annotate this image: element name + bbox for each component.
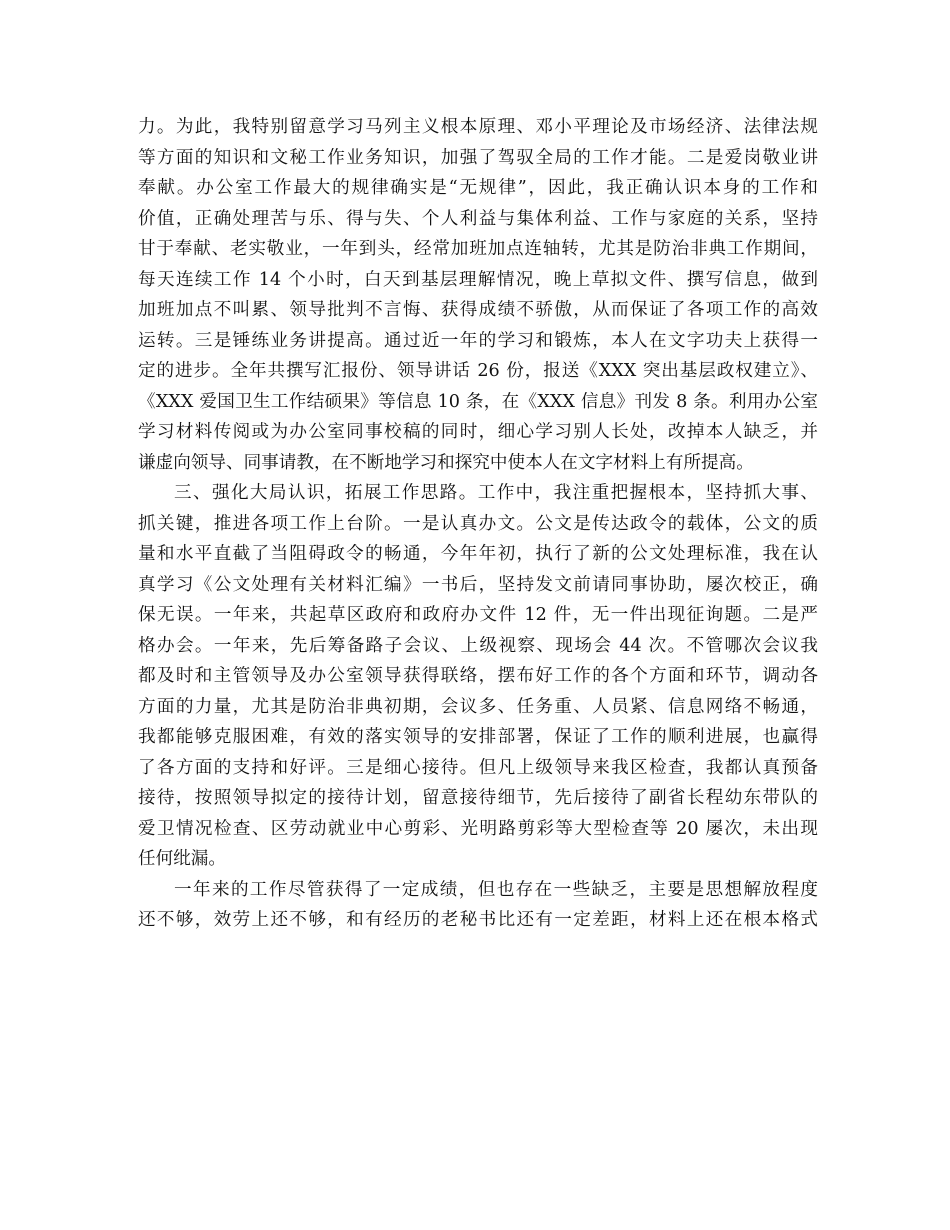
text-line: 《XXX 爱国卫生工作结硕果》等信息 10 条，在《XXX 信息》刊发 8 条。利用办公室 — [138, 391, 818, 412]
text-line: 保无误。一年来，共起草区政府和政府办文件 12 件，无一件出现征询题。二是严 — [138, 605, 818, 625]
text-line: 三、强化大局认识，拓展工作思路。工作中，我注重把握根本，坚持抓大事、 — [174, 483, 818, 503]
text-line: 运转。三是锤练业务讲提高。通过近一年的学习和锻炼，本人在文字功夫上获得一 — [138, 330, 818, 351]
text-line: 定的进步。全年共撰写汇报份、领导讲话 26 份，报送《XXX 突出基层政权建立》、 — [138, 361, 818, 381]
document-body — [138, 112, 818, 936]
text-line: 甘于奉献、老实敬业，一年到头，经常加班加点连轴转，尤其是防治非典工作期间， — [138, 239, 818, 259]
text-line: 量和水平直截了当阻碍政令的畅通，今年年初，执行了新的公文处理标准，我在认 — [138, 544, 818, 564]
text-line: 还不够，效劳上还不够，和有经历的老秘书比还有一定差距，材料上还在根本格式 — [138, 910, 818, 930]
paragraph — [138, 478, 818, 875]
text-line: 一年来的工作尽管获得了一定成绩，但也存在一些缺乏，主要是思想解放程度 — [174, 879, 818, 900]
text-line: 格办会。一年来，先后筹备路子会议、上级视察、现场会 44 次。不管哪次会议我 — [138, 635, 818, 656]
text-line: 等方面的知识和文秘工作业务知识，加强了驾驭全局的工作才能。二是爱岗敬业讲 — [138, 147, 818, 168]
text-line: 价值，正确处理苦与乐、得与失、个人利益与集体利益、工作与家庭的关系，坚持 — [138, 208, 818, 229]
text-line: 了各方面的支持和好评。三是细心接待。但凡上级领导来我区检查，我都认真预备 — [138, 757, 818, 778]
paragraph — [138, 875, 818, 936]
text-line: 加班加点不叫累、领导批判不言悔、获得成绩不骄傲，从而保证了各项工作的高效 — [138, 300, 818, 320]
text-line: 我都能够克服困难，有效的落实领导的安排部署，保证了工作的顺利进展，也赢得 — [138, 727, 818, 747]
text-line: 学习材料传阅或为办公室同事校稿的同时，细心学习别人长处，改掉本人缺乏，并 — [138, 422, 818, 442]
text-line: 方面的力量，尤其是防治非典初期，会议多、任务重、人员紧、信息网络不畅通， — [138, 696, 818, 717]
text-line: 奉献。办公室工作最大的规律确实是“无规律”，因此，我正确认识本身的工作和 — [138, 178, 818, 198]
text-line: 爱卫情况检查、区劳动就业中心剪彩、光明路剪彩等大型检查等 20 屡次，未出现 — [138, 818, 818, 839]
text-line: 任何纰漏。 — [138, 849, 226, 869]
text-line: 抓关键，推进各项工作上台阶。一是认真办文。公文是传达政令的载体，公文的质 — [138, 513, 818, 534]
text-line: 真学习《公文处理有关材料汇编》一书后，坚持发文前请同事协助，屡次校正，确 — [138, 574, 818, 595]
text-line: 谦虚向领导、同事请教，在不断地学习和探究中使本人在文字材料上有所提高。 — [138, 452, 754, 473]
text-line: 都及时和主管领导及办公室领导获得联络，摆布好工作的各个方面和环节，调动各 — [138, 666, 818, 686]
paragraph — [138, 112, 818, 478]
text-line: 接待，按照领导拟定的接待计划，留意接待细节，先后接待了副省长程幼东带队的 — [138, 788, 818, 808]
text-line: 力。为此，我特别留意学习马列主义根本原理、邓小平理论及市场经济、法律法规 — [138, 117, 818, 137]
text-line: 每天连续工作 14 个小时，白天到基层理解情况，晚上草拟文件、撰写信息，做到 — [138, 269, 818, 290]
